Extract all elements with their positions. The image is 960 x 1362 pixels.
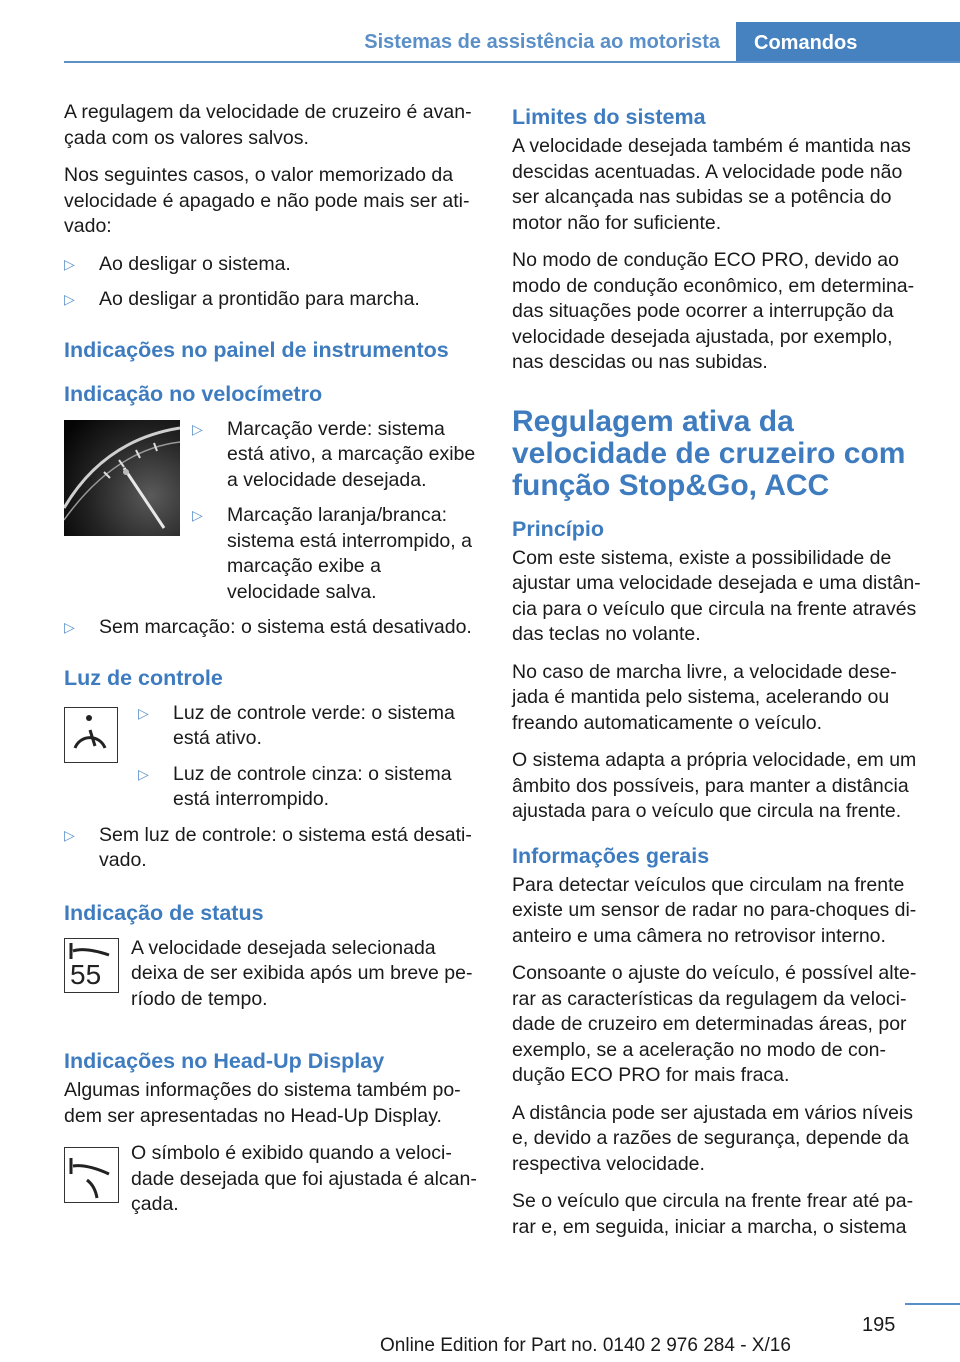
bullet-triangle-icon: ▷ [138,765,149,782]
hud-speed-reached-icon [64,1147,119,1203]
paragraph: A distância pode ser ajustada em vários níveis e, devido a razões de segurança, depende da respectiva velocidade. [512,1101,914,1175]
heading-acc: Regulagem ativa da velocidade de cruzeiro com função Stop&Go, ACC [512,404,906,502]
bullet-triangle-icon: ▷ [64,619,75,635]
list-item: ▷ Marcação verde: sistema está ativo, a marcação exibe a velocidade desejada. [192,417,476,491]
bullet-triangle-icon: ▷ [192,507,203,523]
status-figure [64,936,478,1025]
list-item: ▷ Ao desligar a prontidão para marcha. [64,287,478,313]
paragraph: O símbolo é exibido quando a veloci-dade desejada que foi ajustada é alcan-çada. [131,1142,477,1215]
paragraph: O sistema adapta a própria velocidade, em um âmbito dos possíveis, para manter a distância ajustada para o veículo que circula na frente. [512,749,917,822]
hud-figure [64,1141,478,1230]
bullet-triangle-icon: ▷ [64,255,75,272]
heading-principio: Princípio [512,516,604,541]
heading-painel: Indicações no painel de instrumentos [64,337,449,362]
speedometer-image [64,420,180,536]
right-column [512,100,928,1252]
speedometer-figure [64,417,478,616]
heading-velocimetro: Indicação no velocímetro [64,381,323,406]
status-speed-value: 55 [70,958,102,990]
bullet-triangle-icon: ▷ [64,826,75,843]
paragraph: A velocidade desejada também é mantida nas descidas acentuadas. A velocidade pode não ser alcançada nas subidas se a potência do motor não for suficiente. [512,135,911,234]
list-item: ▷ Luz de controle verde: o sistema está ativo. [138,701,455,749]
paragraph: Com este sistema, existe a possibilidade de ajustar uma velocidade desejada e uma distân-cia para o veículo que circula na frente através das teclas no volante. [512,546,921,645]
bullet-triangle-icon: ▷ [138,704,149,721]
heading-luz-controle: Luz de controle [64,665,223,690]
paragraph: A regulagem da velocidade de cruzeiro é avan-çada com os valores salvos. [64,101,472,149]
page-number: 195 [862,1314,896,1336]
footer-rule [905,1303,960,1305]
paragraph: Consoante o ajuste do veículo, é possível alte-rar as características da regulagem da veloci-dade de cruzeiro em determinadas áreas, por exemplo, se a aceleração no modo de con-dução ECO PRO for mais fraca. [512,962,917,1086]
heading-info-gerais: Informações gerais [512,843,710,868]
cruise-control-indicator-icon [64,707,118,763]
indicator-light-figure [64,701,478,823]
header-section-title: Sistemas de assistência ao motorista [364,31,720,53]
heading-status: Indicação de status [64,900,264,925]
paragraph: No modo de condução ECO PRO, devido ao modo de condução econômico, em determina-das situações pode ocorrer a interrupção da velocidade desejada ajustada, por exemplo, nas descidas ou nas subidas. [512,249,915,373]
list-item: ▷ Sem marcação: o sistema está desativado. [64,615,478,641]
heading-hud: Indicações no Head-Up Display [64,1049,385,1073]
paragraph: Para detectar veículos que circulam na frente existe um sensor de radar no para-choques di-anteiro e uma câmera no retrovisor interno. [512,873,917,947]
list-item: ▷ Sem luz de controle: o sistema está desati-vado. [64,823,472,871]
paragraph: Algumas informações do sistema também po-dem ser apresentadas no Head-Up Display. [64,1079,461,1127]
header-tab-comandos: Comandos [736,22,960,62]
paragraph: A velocidade desejada selecionada deixa de ser exibida após um breve pe-ríodo de tempo. [131,936,473,1010]
paragraph: Se o veículo que circula na frente frear até pa-rar e, em seguida, iniciar a marcha, o sistema [512,1190,914,1238]
list-item: ▷ Luz de controle cinza: o sistema está interrompido. [138,762,452,810]
heading-limites: Limites do sistema [512,105,706,129]
paragraph: No caso de marcha livre, a velocidade dese-jada é mantida pelo sistema, acelerando ou freando automaticamente o veículo. [512,660,897,734]
header-rule [64,61,960,63]
bullet-triangle-icon: ▷ [64,291,75,307]
left-column [64,100,478,1230]
list-item: ▷ Marcação laranja/branca: sistema está interrompido, a marcação exibe a velocidade salva. [192,504,472,603]
paragraph: Nos seguintes casos, o valor memorizado da velocidade é apagado e não pode mais ser ati-vado: [64,164,470,237]
status-speed-icon [64,938,119,993]
bullet-triangle-icon: ▷ [192,420,203,437]
list-item: ▷ Ao desligar o sistema. [64,252,478,278]
edition-note: Online Edition for Part no. 0140 2 976 284 - X/16 [380,1335,791,1356]
